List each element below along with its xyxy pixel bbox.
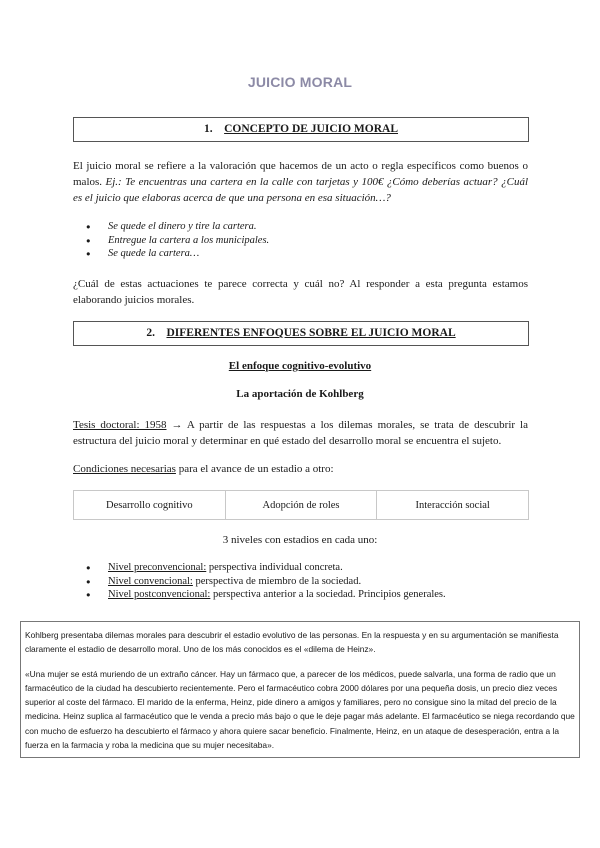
subheading-kohlberg: La aportación de Kohlberg: [236, 388, 364, 400]
level-desc: perspectiva de miembro de la sociedad.: [192, 575, 362, 587]
table-cell: Desarrollo cognitivo: [74, 491, 226, 519]
level-desc: perspectiva individual concreta.: [206, 562, 343, 573]
section-2-heading: [73, 321, 529, 346]
condiciones-text: para el avance de un estadio a otro:: [175, 463, 334, 475]
list-item: [73, 561, 528, 575]
table-cell: Adopción de roles: [226, 491, 378, 519]
level-name: Nivel postconvencional:: [108, 589, 211, 600]
note-paragraph-1: Kohlberg presentaba dilemas morales para descubrir el estadio evolutivo de las personas. En la respuesta y en su argumentación se manifiesta claramente el estadio de desarrollo moral. Uno de los más conocidos es el «dilema de Heinz».: [25, 630, 559, 655]
example-label: Ej.:: [105, 176, 122, 188]
level-name: Nivel preconvencional:: [108, 562, 207, 573]
section-2-title: DIFERENTES ENFOQUES SOBRE EL JUICIO MORAL: [166, 327, 456, 339]
list-item: ● Se quede la cartera…: [73, 247, 528, 261]
conditions-table: [73, 490, 529, 520]
tesis-text: A partir de las respuestas a los dilemas morales, se trata de descubrir la estructura del juicio moral y determinar en qué estado del desarrollo moral se encuentra el sujeto.: [73, 419, 528, 447]
list-item: [73, 588, 528, 602]
section-2-number: 2.: [146, 327, 155, 339]
list-item: ● Se quede el dinero y tire la cartera.: [73, 220, 528, 234]
intro-paragraph: [73, 158, 528, 206]
subheading-enfoque-text: El enfoque cognitivo-evolutivo: [228, 360, 372, 372]
intro-text: El juicio moral se refiere a la valoración que hacemos de un acto o regla específicos como buenos o malos.: [73, 160, 528, 188]
levels-list: [73, 561, 528, 602]
condiciones-line: [73, 461, 528, 477]
table-cell: Interacción social: [415, 499, 490, 511]
page-title: JUICIO MORAL: [247, 74, 353, 90]
levels-intro: 3 niveles con estadios en cada uno:: [222, 534, 378, 546]
list-item: [73, 575, 528, 589]
note-paragraph-2: «Una mujer se está muriendo de un extraño cáncer. Hay un fármaco que, a parecer de los médicos, puede salvarla, una forma de radio que un farmacéutico de la ciudad ha descubierto recientemente. Pero el farmacéutico cobra 2000 dólares por una pequeña dosis, un precio diez veces superior al coste del fármaco. El marido de la enferma, Heinz, pide dinero a amigos y familiares, pero no consigue sino la mitad del precio de la medicina. Heinz suplica al farmacéutico que le venda a precio más bajo o que le deje pagar más adelante. El farmacéutico se niega recordando que con mucho de esfuerzo ha descubierto el fármaco y ahora quiere sacar beneficio. Finalmente, Heinz, en un ataque de desesperación, entra a la fuerza en la farmacia y roba la medicina que su mujer necesitaba».: [25, 668, 575, 751]
section-1-title: CONCEPTO DE JUICIO MORAL: [224, 123, 399, 135]
section-1-number: 1.: [203, 123, 213, 135]
list-item: ● Entregue la cartera a los municipales.: [73, 234, 528, 248]
arrow-icon: →: [171, 419, 183, 431]
section-1-heading: [73, 117, 529, 142]
heinz-dilemma-box: [20, 621, 580, 758]
options-list: [73, 220, 528, 261]
level-name: Nivel convencional:: [108, 575, 193, 587]
tesis-paragraph: [73, 417, 528, 449]
tesis-label: Tesis doctoral: 1958: [73, 419, 167, 431]
question-paragraph: ¿Cuál de estas actuaciones te parece correcta y cuál no? Al responder a esta pregunta estamos elaborando juicios morales.: [73, 278, 528, 306]
subheading-enfoque: [0, 360, 600, 372]
condiciones-label: Condiciones necesarias: [73, 463, 176, 475]
level-desc: perspectiva anterior a la sociedad. Principios generales.: [210, 589, 446, 600]
example-text: Te encuentras una cartera en la calle con tarjetas y 100€ ¿Cómo deberías actuar? ¿Cuál es el juicio que elaboras acerca de que una persona en esa situación…?: [73, 176, 529, 204]
